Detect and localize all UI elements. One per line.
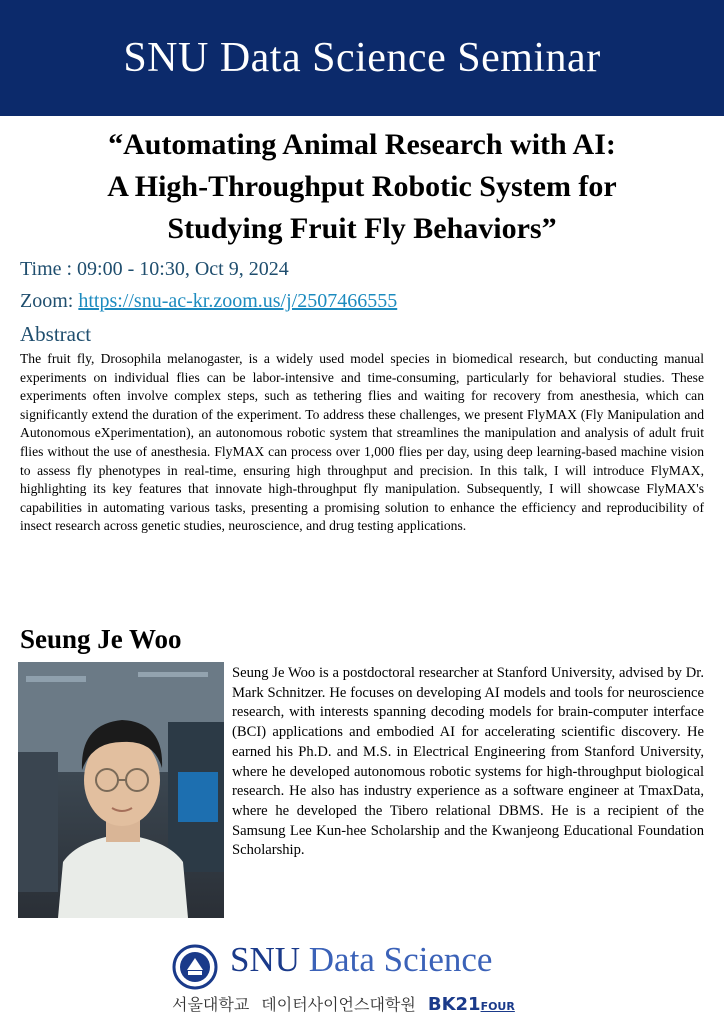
logo-data-science: Data Science (308, 940, 493, 979)
talk-title-line: A High-Throughput Robotic System for (107, 170, 617, 203)
abstract-text: The fruit fly, Drosophila melanogaster, is a widely used model species in biomedical research, but conducting manual experiments on individual flies can be labor-intensive and time-consuming, particularly for behavioral studies. These experiments often involve complex steps, such as tethering flies and waiting for recovery from anesthesia, which can significantly extend the duration of the experiment. To address these challenges, we present FlyMAX (Fly Manipulation and Autonomous eXperimentation), an autonomous robotic system that streamlines the manipulation and analysis of adult fruit flies without the use of anesthesia. FlyMAX can process over 1,000 flies per day, using deep learning-based machine vision to assess fly phenotypes in real-time, ensuring high throughput and precision. In this talk, I will introduce FlyMAX, highlighting its key features that innovate high-throughput fly manipulation. Subsequently, I will showcase FlyMAX's capabilities in automating various tasks, presenting a promising solution to enhance the efficiency and reproducibility of insect research across genetic studies, neuroscience, and drug testing applications. (20, 351, 704, 534)
zoom-link[interactable]: https://snu-ac-kr.zoom.us/j/2507466555 (78, 290, 398, 312)
speaker-photo (18, 662, 224, 918)
talk-title-line: “Automating Animal Research with AI: (108, 128, 616, 161)
footer-logo (0, 938, 724, 1024)
header-banner (0, 0, 724, 116)
talk-title-line: Studying Fruit Fly Behaviors” (167, 212, 557, 245)
bk21-label: BK21 (427, 994, 481, 1015)
logo-wordmark (230, 940, 492, 980)
abstract-heading: Abstract (20, 322, 92, 346)
bk21-four-label: FOUR (480, 1000, 515, 1013)
seminar-title: SNU Data Science Seminar (123, 35, 601, 81)
time-info: Time : 09:00 - 10:30, Oct 9, 2024 (20, 258, 289, 280)
univ-kr: 서울대학교 (172, 995, 250, 1014)
speaker-name: Seung Je Woo (20, 624, 182, 654)
zoom-info (20, 290, 397, 313)
speaker-bio: Seung Je Woo is a postdoctoral researcher at Stanford University, advised by Dr. Mark Schnitzer. He focuses on developing AI models and tools for neuroscience research, with interests spanning decoding models for brain-computer interface (BCI) applications and embodied AI for accelerating scientific discovery. He earned his Ph.D. and M.S. in Electrical Engineering from Stanford University, where he developed autonomous robotic systems for high-throughput biological research. He also has industry experience as a software engineer at TmaxData, where he developed the Tibero relational DBMS. He is a recipient of the Samsung Lee Kun-hee Scholarship and the Kwanjeong Educational Foundation Scholarship. (232, 665, 704, 859)
grad-kr: 데이터사이언스대학원 (261, 995, 416, 1014)
footer-kr-row (172, 992, 515, 1015)
logo-snu: SNU (230, 940, 301, 979)
talk-title (0, 124, 724, 250)
zoom-label: Zoom: (20, 290, 79, 312)
snu-emblem-icon (172, 944, 218, 990)
